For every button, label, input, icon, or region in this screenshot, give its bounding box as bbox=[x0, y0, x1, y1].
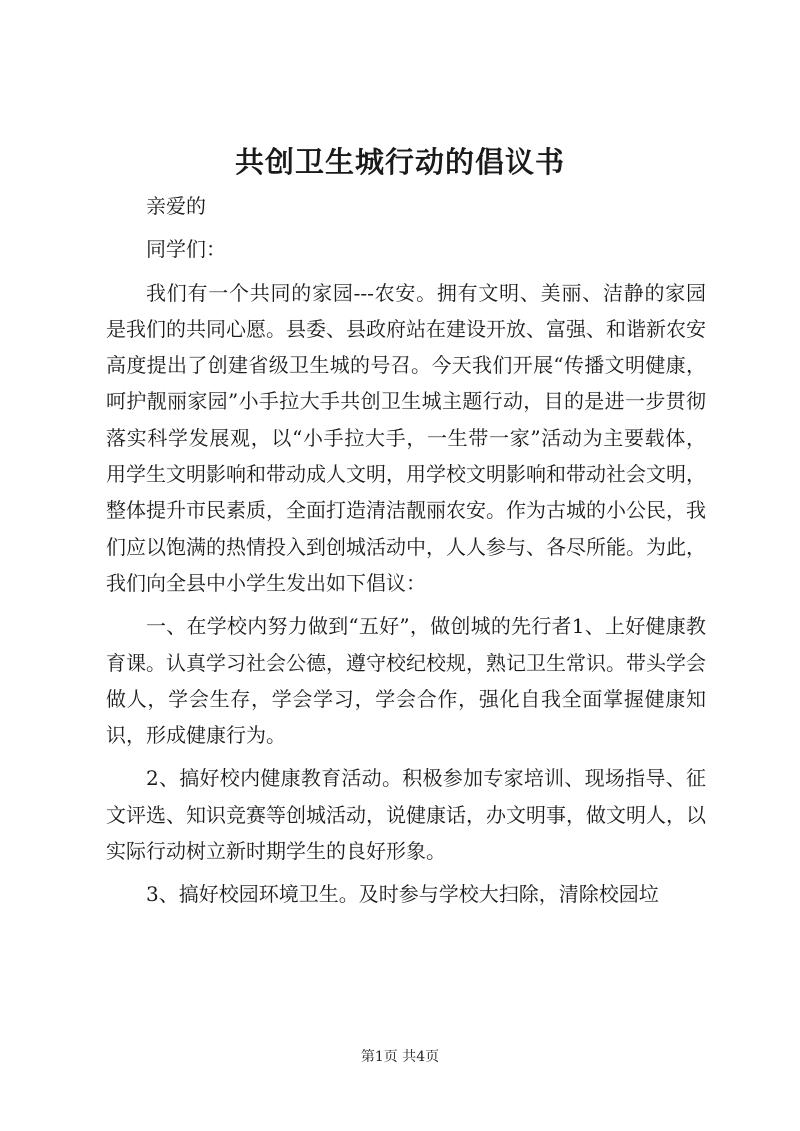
paragraph: 3、搞好校园环境卫生。及时参与学校大扫除，清除校园垃 bbox=[146, 882, 659, 907]
page-footer: 第1页 共4页 bbox=[360, 1049, 440, 1065]
greeting-line: 亲爱的 bbox=[146, 194, 206, 218]
document-body bbox=[106, 188, 706, 913]
paragraph: 我们有一个共同的家园---农安。拥有文明、美丽、洁静的家园是我们的共同心愿。县委、县政府站在建设开放、富强、和谐新农安高度提出了创建省级卫生城的号召。今天我们开展“传播文明健康，呵护靓丽家园”小手拉大手共创卫生城主题行动，目的是进一步贯彻落实科学发展观，以“小手拉大手，一生带一家”活动为主要载体，用学生文明影响和带动成人文明，用学校文明影响和带动社会文明，整体提升市民素质，全面打造清洁靓丽农安。作为古城的小公民，我们应以饱满的热情投入到创城活动中，人人参与、各尽所能。为此，我们向全县中小学生发出如下倡议： bbox=[106, 280, 706, 595]
paragraph: 2、搞好校内健康教育活动。积极参加专家培训、现场指导、征文评选、知识竞赛等创城活动，说健康话，办文明事，做文明人，以实际行动树立新时期学生的良好形象。 bbox=[106, 766, 706, 864]
document-title: 共创卫生城行动的倡议书 bbox=[234, 145, 565, 179]
paragraph: 一、在学校内努力做到“五好”，做创城的先行者1、上好健康教育课。认真学习社会公德，遵守校纪校规，熟记卫生常识。带头学会做人，学会生存，学会学习，学会合作，强化自我全面掌握健康知识，形成健康行为。 bbox=[106, 614, 706, 748]
greeting-line: 同学们： bbox=[146, 237, 226, 262]
